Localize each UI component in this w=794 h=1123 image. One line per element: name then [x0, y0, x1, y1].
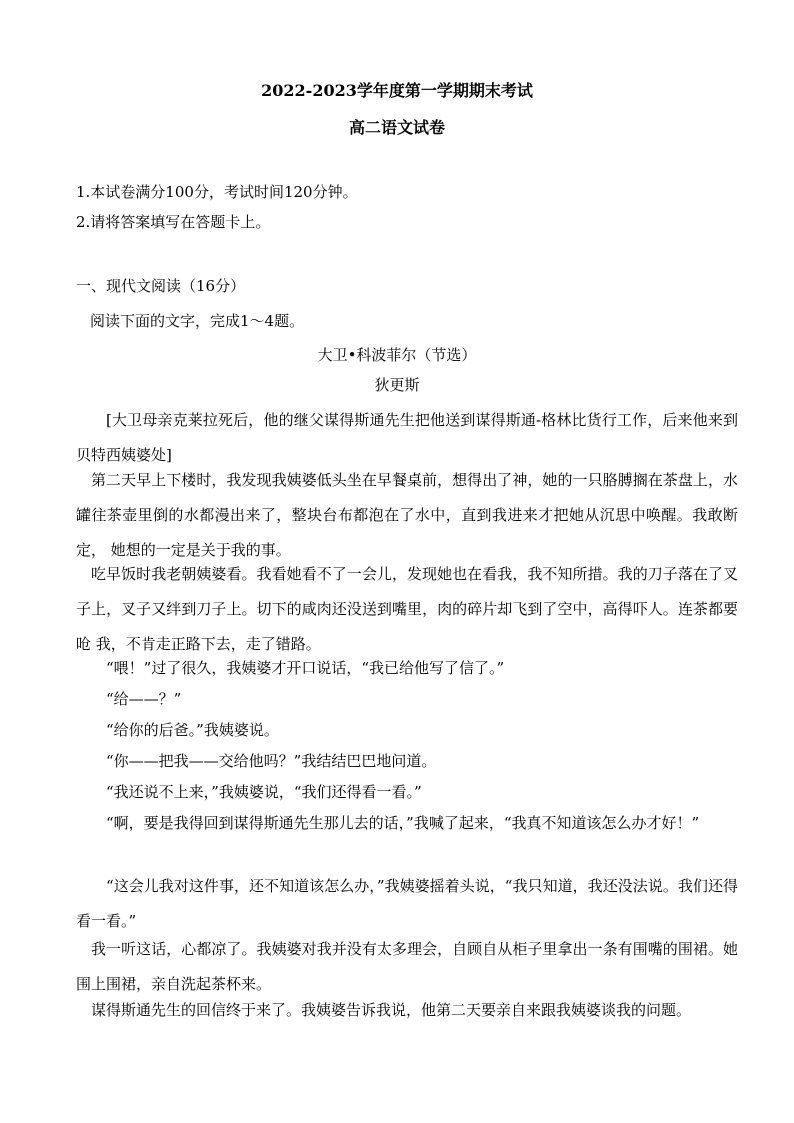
- article-paragraph: “给你的后爸。”我姨婆说。: [106, 721, 279, 739]
- article-paragraph: “你——把我——交给他吗？”我结结巴巴地问道。: [106, 752, 437, 770]
- note-1: 1.本试卷满分100分，考试时间120分钟。: [76, 183, 358, 201]
- exam-title: 2022-2023学年度第一学期期末考试: [261, 81, 533, 100]
- note-2: 2.请将答案填写在答题卡上。: [76, 213, 271, 231]
- article-paragraph: 吃早饭时我老朝姨婆看。我看她看不了一会儿，发现她也在看我，我不知所措。我的刀子落在了叉 子上，叉子又绊到刀子上。切下的咸肉还没送到嘴里，肉的碎片却飞到了空中，高得吓人。连茶都要呛 我，不肯走正路下去，走了错路。: [76, 565, 738, 653]
- article-paragraph: “啊，要是我得回到谋得斯通先生那儿去的话，”我喊了起来，“我真不知道该怎么办才好！”: [106, 814, 700, 832]
- exam-subtitle: 高二语文试卷: [348, 118, 445, 137]
- article-paragraph: “这会儿我对这件事，还不知道该怎么办，”我姨婆摇着头说，“我只知道，我还没法说。我们还得 看一看。”: [76, 877, 738, 930]
- reading-instruction: 阅读下面的文字，完成1～4题。: [90, 312, 305, 330]
- article-paragraph: 第二天早上下楼时，我发现我姨婆低头坐在早餐桌前，想得出了神，她的一只胳膊搁在茶盘上，水 罐往茶壶里倒的水都漫出来了，整块台布都泡在了水中，直到我进来才把她从沉思中唤醒。我敢断定， 她想的一定是关于我的事。: [76, 471, 738, 559]
- article-paragraph: “我还说不上来，”我姨婆说，“我们还得看一看。”: [106, 783, 422, 801]
- article-author: 狄更斯: [374, 376, 420, 394]
- article-paragraph: “喂！”过了很久，我姨婆才开口说话，“我已给他写了信了。”: [106, 659, 505, 677]
- article-title: 大卫•科波菲尔（节选）: [317, 346, 477, 364]
- article-paragraph: “给——？”: [106, 690, 182, 708]
- article-paragraph: 我一听这话，心都凉了。我姨婆对我并没有太多理会，自顾自从柜子里拿出一条有围嘴的围裙。她 围上围裙，亲自洗起茶杯来。: [76, 940, 738, 993]
- article-paragraph: [大卫母亲克莱拉死后，他的继父谋得斯通先生把他送到谋得斯通-格林比货行工作，后来他来到 贝特西姨婆处]: [76, 411, 738, 464]
- article-paragraph: 谋得斯通先生的回信终于来了。我姨婆告诉我说，他第二天要亲自来跟我姨婆谈我的问题。: [91, 1001, 692, 1019]
- section-heading: 一、现代文阅读（16分）: [76, 277, 246, 295]
